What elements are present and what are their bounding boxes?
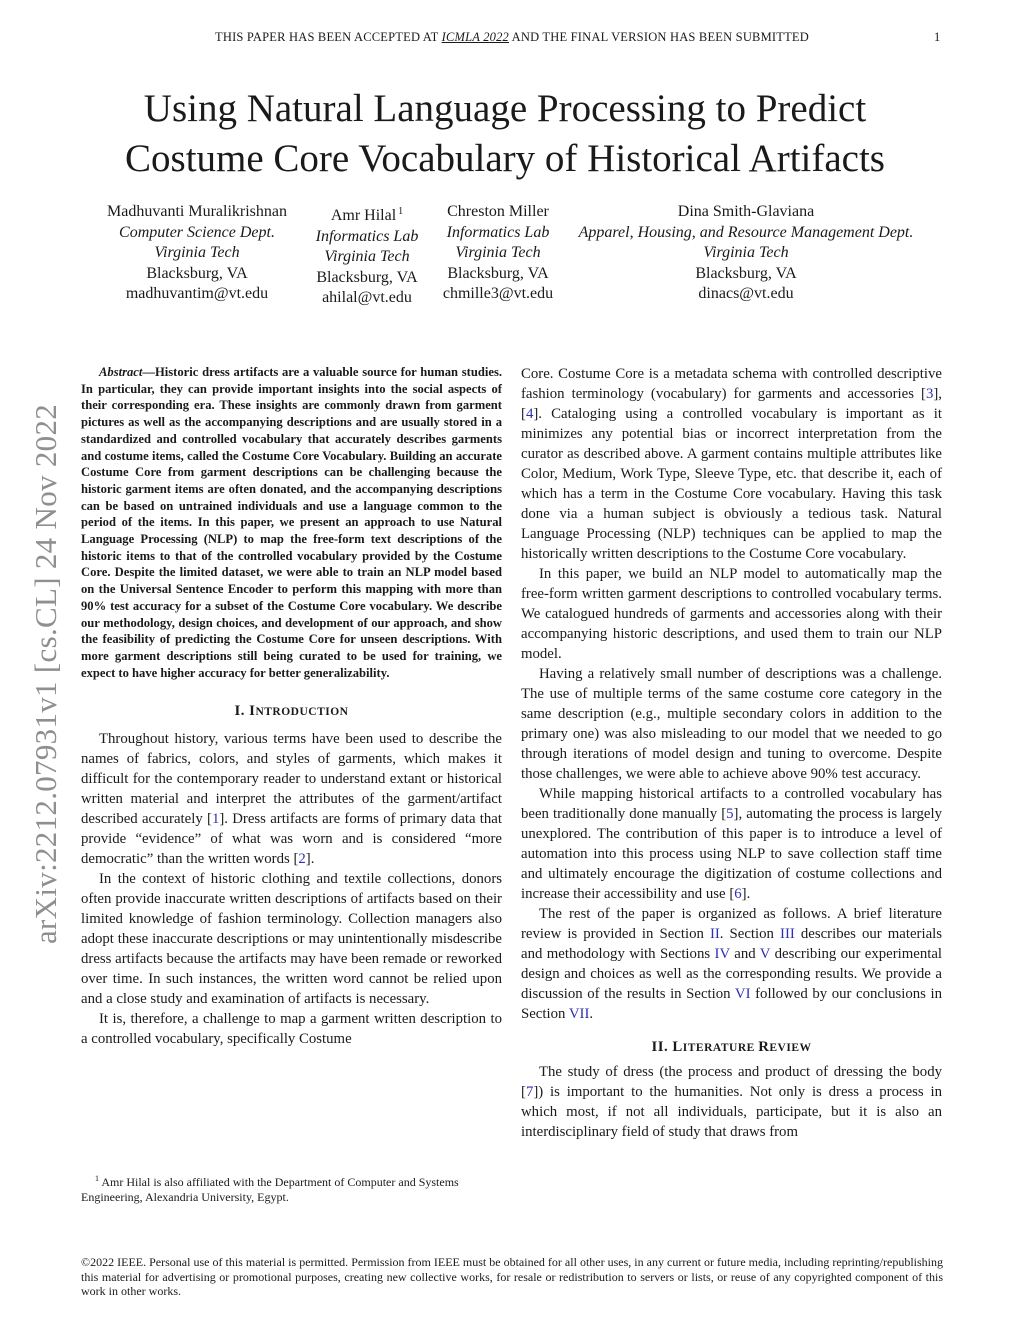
author-email: chmille3@vt.edu [442,285,554,302]
author-location: Blacksburg, VA [146,264,248,282]
abstract-text: —Historic dress artifacts are a valuable source for human studies. In particular, they can provide important insights into the social aspects of their corresponding era. These insights are commonly drawn from garment pictures as well as the accompanying descriptions and are usually stored in a standardized and controlled vocabulary that accurately describes garments and costume items, called the Costume Core Vocabulary. Building an accurate Costume Core from garment descriptions can be challenging because the historic garment items are often donated, and the accompanying descriptions can be based on untrained individuals and use a language common to the period of the items. In this paper, we present an approach to use Natural Language Processing (NLP) to map the free-form text descriptions of the historic items to that of the controlled vocabulary provided by the Costume Core. Despite the limited dataset, we were able to train an NLP model based on the Universal Sentence Encoder to perform this mapping with more than 90% test accuracy for a subset of the Costume Core vocabulary. We describe our methodology, design choices, and development of our approach, and show the feasibility of predicting the Costume Core for unseen descriptions. With more garment descriptions still being curated to be used for training, we expect to have higher accuracy for better generalizability. [81,365,502,680]
page-number: 1 [934,30,941,44]
author-name: Amr Hilal $^1$ [330,206,404,224]
section-heading-introduction: I. INTRODUCTION [234,703,349,720]
author-institution: Virginia Tech [455,244,541,261]
section-link[interactable]: III [780,926,795,942]
title-line-1: Using Natural Language Processing to Predict [143,87,867,130]
author-block-3 [433,202,563,305]
abstract-label: Abstract [99,365,143,379]
paragraph: In this paper, we build an NLP model to automatically map the free-form written garment descriptions to controlled vocabulary terms. We catalogued hundreds of garments and accessories along with their accompanying historic descriptions, and used them to train our NLP model. [521,566,942,662]
author-location: Blacksburg, VA [447,264,549,282]
author-institution: Virginia Tech [703,244,789,261]
abstract [81,364,502,681]
author-name: Dina Smith-Glaviana [677,203,815,220]
citation-link[interactable]: 2 [298,851,306,868]
paragraph: Throughout history, various terms have been used to describe the names of fabrics, colors, and styles of garments, which makes it difficult for the contemporary reader to understand extant or historical written material and interpret the attributes of the garment/artifact described accurately [1]. Dress artifacts are forms of primary data that provide “evidence” of what was worn and is considered “more democratic” than the written words [2]. [81,731,502,868]
paragraph: While mapping historical artifacts to a controlled vocabulary has been traditionally done manually [5], automating the process is largely unexplored. The contribution of this paper is to introduce a level of automation into this process using NLP to save collection staff time and ultimately encourage the digitization of costume collections and increase their accessibility and use [6]. [521,786,942,902]
paper-title [0,84,1010,184]
copyright-notice: ©2022 IEEE. Personal use of this material is permitted. Permission from IEEE must be obtained for all other uses, in any current or future media, including reprinting/republishing this material for advertising or promotional purposes, creating new collective works, for resale or redistribution to servers or lists, or reuse of any copyrighted component of this work in other works. [81,1255,943,1298]
author-department: Apparel, Housing, and Resource Management Dept. [578,223,914,241]
author-email: dinacs@vt.edu [698,285,794,302]
author-block-1 [86,202,308,305]
author-department: Informatics Lab [315,227,419,245]
footnote-marker: 1 [398,206,404,217]
author-department: Informatics Lab [446,223,550,241]
citation-link[interactable]: 1 [211,811,220,828]
author-email: madhuvantim@vt.edu [125,285,269,302]
footnote: $^1$ Amr Hilal is also affiliated with the Department of Computer and Systems Engineering, Alexandria University, Egypt. [81,1174,459,1204]
citation-link[interactable]: 4 [525,406,534,422]
citation-link[interactable]: 3 [925,386,934,402]
author-block-2 [307,202,427,309]
section-heading-literature-review: II. LITERATURE REVIEW [651,1039,812,1055]
citation-link[interactable]: 6 [734,886,742,902]
section-link[interactable]: II [709,926,720,942]
author-department: Computer Science Dept. [119,223,275,241]
author-block-4 [564,202,928,305]
paragraph: In the context of historic clothing and textile collections, donors often provide inaccurate written descriptions of artifacts based on their limited knowledge of fashion terminology. Collection managers also adopt these inaccurate descriptions or may unintentionally misdescribe dress artifacts because the artifacts may have been remade or reworked over time. In such instances, the written word cannot be relied upon and a close study and examination of artifacts is necessary. [81,871,502,1008]
section-link[interactable]: VI [734,986,751,1002]
author-name: Chreston Miller [447,203,549,220]
title-line-2: Costume Core Vocabulary of Historical Artifacts [125,137,885,180]
venue-link[interactable]: ICMLA 2022 [441,30,509,44]
paragraph: Having a relatively small number of descriptions was a challenge. The use of multiple terms of the same costume core category in the same description (e.g., multiple secondary colors in addition to the primary one) was also misleading to our model that we needed to go through iterations of model design and tuning to overcome. Despite those challenges, we were able to achieve above 90% test accuracy. [521,666,942,782]
section-link[interactable]: V [759,946,771,962]
author-location: Blacksburg, VA [695,264,797,282]
author-name: Madhuvanti Muralikrishnan [107,203,287,220]
section-link[interactable]: IV [714,946,730,962]
running-head: THIS PAPER HAS BEEN ACCEPTED AT ICMLA 2022 AND THE FINAL VERSION HAS BEEN SUBMITTED [215,30,809,44]
paragraph: The rest of the paper is organized as follows. A brief literature review is provided in Section II. Section III describes our materials and methodology with Sections IV and V describing our experimental design and choices as well as the corresponding results. We provide a discussion of the results in Section VI followed by our conclusions in Section VII. [521,906,943,1022]
right-column [521,364,942,1142]
left-column [81,364,502,1049]
arxiv-stamp: arXiv:2212.07931v1 [cs.CL] 24 Nov 2022 [28,403,63,944]
citation-link[interactable]: 7 [525,1084,534,1100]
citation-link[interactable]: 5 [726,806,734,822]
author-email: ahilal@vt.edu [322,289,412,306]
section-link[interactable]: VII [568,1006,590,1022]
paragraph: The study of dress (the process and product of dressing the body [7]) is important to the humanities. Not only is dress a process in which most, if not all individuals, participate, but it is also an interdisciplinary field of study that draws from [521,1064,942,1140]
author-institution: Virginia Tech [324,248,410,265]
author-location: Blacksburg, VA [316,268,418,286]
paragraph: It is, therefore, a challenge to map a garment written description to a controlled vocabulary, specifically Costume [81,1011,502,1048]
author-institution: Virginia Tech [154,244,240,261]
paragraph: Core. Costume Core is a metadata schema with controlled descriptive fashion terminology (vocabulary) for garments and accessories [3], [4]. Cataloging using a controlled vocabulary is important as it minimizes any potential bias or incorrect interpretation from the curator as described above. A garment contains multiple attributes like Color, Medium, Work Type, Sleeve Type, etc. that describe it, each of which has a term in the Costume Core vocabulary. Having this task done via a human subject is obviously a tedious task. Natural Language Processing (NLP) techniques can be applied to map the historically written descriptions to the Costume Core vocabulary. [521,366,942,562]
